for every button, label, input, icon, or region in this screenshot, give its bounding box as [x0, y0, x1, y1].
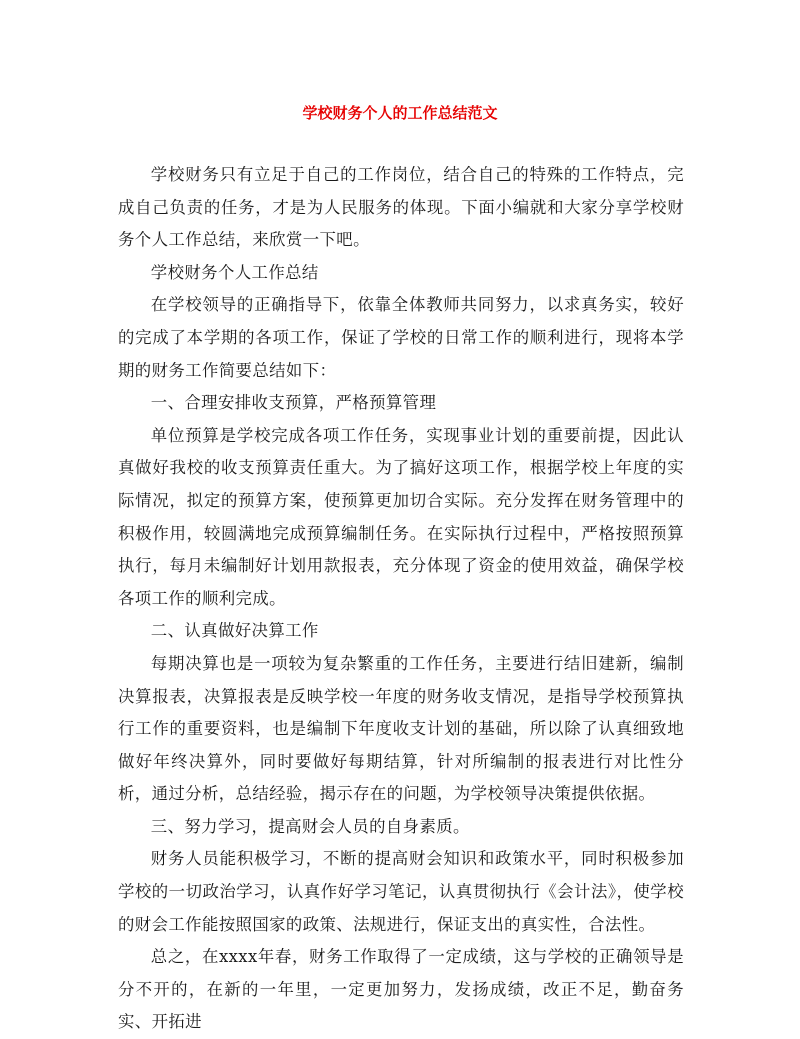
intro-paragraph: 学校财务只有立足于自己的工作岗位，结合自己的特殊的工作特点，完成自己负责的任务，才是为人民服务的体现。下面小编就和大家分享学校财务个人工作总结，来欣赏一下吧。 — [118, 165, 684, 250]
section-heading-final-accounts: 二、认真做好决算工作 — [150, 621, 319, 641]
summary-intro-paragraph: 在学校领导的正确指导下，依靠全体教师共同努力，以求真务实，较好的完成了本学期的各项工作，保证了学校的日常工作的顺利进行，现将本学期的财务工作简要总结如下： — [118, 295, 684, 380]
section-heading-summary: 学校财务个人工作总结 — [150, 262, 319, 282]
final-accounts-paragraph: 每期决算也是一项较为复杂繁重的工作任务，主要进行结旧建新，编制决算报表，决算报表是反映学校一年度的财务收支情况，是指导学校预算执行工作的重要资料，也是编制下年度收支计划的基础，所以除了认真细致地做好年终决算外，同时要做好每期结算，针对所编制的报表进行对比性分析，通过分析，总结经验，揭示存在的问题，为学校领导决策提供依据。 — [118, 653, 684, 804]
document-title: 学校财务个人的工作总结范文 — [302, 104, 498, 122]
study-paragraph: 财务人员能积极学习，不断的提高财会知识和政策水平，同时积极参加学校的一切政治学习，认真作好学习笔记，认真贯彻执行《会计法》，使学校的财会工作能按照国家的政策、法规进行，保证支出的真实性，合法性。 — [118, 849, 684, 934]
budget-paragraph: 单位预算是学校完成各项工作任务，实现事业计划的重要前提，因此认真做好我校的收支预算责任重大。为了搞好这项工作，根据学校上年度的实际情况，拟定的预算方案，使预算更加切合实际。充分发挥在财务管理中的积极作用，较圆满地完成预算编制任务。在实际执行过程中，严格按照预算执行，每月未编制好计划用款报表，充分体现了资金的使用效益，确保学校各项工作的顺利完成。 — [118, 425, 684, 608]
document-body — [118, 159, 684, 1039]
conclusion-paragraph: 总之，在xxxx年春，财务工作取得了一定成绩，这与学校的正确领导是分不开的，在新的一年里，一定更加努力，发扬成绩，改正不足，勤奋务实、开拓进 — [118, 947, 684, 1032]
section-heading-budget: 一、合理安排收支预算，严格预算管理 — [150, 393, 437, 413]
section-heading-study: 三、努力学习，提高财会人员的自身素质。 — [150, 816, 470, 836]
